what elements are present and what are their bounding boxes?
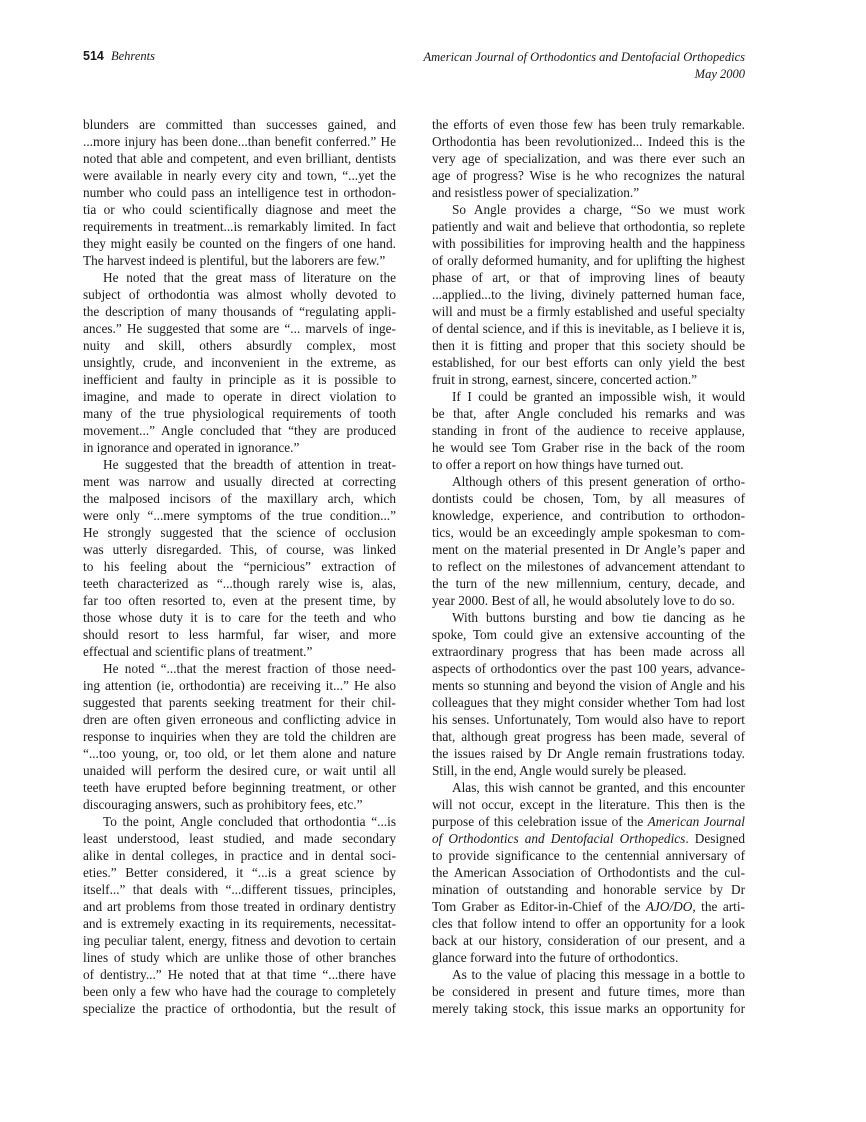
text-line: be that, after Angle concluded his remarks and was <box>432 406 745 421</box>
text-line: and is extremely exacting in its requirements, necessitat- <box>83 916 396 931</box>
italic-title: of Orthodontics and Dentofacial Orthopedics <box>432 831 686 846</box>
running-head-author: Behrents <box>110 49 155 63</box>
journal-title: American Journal of Orthodontics and Dentofacial Orthopedics <box>423 50 745 64</box>
text-line: itself...” that deals with “...different tissues, principles, <box>83 882 396 897</box>
text-line: Although others of this present generation of ortho- <box>452 474 745 489</box>
page-header-left <box>83 49 155 64</box>
text-line: specialize the practice of orthodontia, but the result of <box>83 1001 396 1016</box>
text-line <box>432 830 745 847</box>
text-line: Orthodontia has been revolutionized... Indeed this is the <box>432 134 745 149</box>
text-line: imagine, and made to operate in direct violation to <box>83 389 396 404</box>
text-line: cles that follow intend to offer an opportunity for a look <box>432 916 745 931</box>
text-line: teeth characterized as “...though rarely wise is, alas, <box>83 576 396 591</box>
text-line: of dental science, and if this is inevitable, as I believe it is, <box>432 321 745 336</box>
text-line: merely taking stock, this issue marks an opportunity for <box>432 1001 745 1016</box>
text-line: So Angle provides a charge, “So we must work <box>452 202 745 217</box>
text-line: to offer a report on how things have turned out. <box>432 457 684 472</box>
text-line: To the point, Angle concluded that orthodontia “...is <box>103 814 396 829</box>
text-line: subject of orthodontia was almost wholly devoted to <box>83 287 396 302</box>
text-line: of orally deformed humanity, and for uplifting the highest <box>432 253 745 268</box>
text-line: the efforts of even those few has been truly remarkable. <box>432 117 745 132</box>
text-line: movement...” Angle concluded that “they are produced <box>83 423 396 438</box>
text-line: discouraging answers, such as prohibitory fees, etc.” <box>83 797 363 812</box>
paragraph <box>83 813 396 1017</box>
text-line: be considered in present and future times, more than <box>432 984 745 999</box>
text-line: the turn of the new millennium, century, decade, and <box>432 576 745 591</box>
issue-date: May 2000 <box>694 67 745 81</box>
text-line: standing in front of the audience to receive applause, <box>432 423 745 438</box>
text-line: with possibilities for improving health and the happiness <box>432 236 745 251</box>
text-line: phase of art, or that of improving lines of beauty <box>432 270 745 285</box>
text-line: noted that able and competent, and even brilliant, dentists <box>83 151 396 166</box>
text-line: extraordinary progress that has been made across all <box>432 644 745 659</box>
text-line: spoke, Tom could give an extensive accounting of the <box>432 627 745 642</box>
text-line: the malposed incisors of the maxillary arch, which <box>83 491 396 506</box>
text-line: many of the true physiological requirements of tooth <box>83 406 396 421</box>
text-line: lines of study which are unlike those of other branches <box>83 950 396 965</box>
text-line: the American Association of Orthodontists and the cul- <box>432 865 745 880</box>
paragraph <box>432 201 745 388</box>
text-line: He suggested that the breadth of attention in treat- <box>103 457 396 472</box>
text-line: ment on the material presented in Dr Angle’s paper and <box>432 542 745 557</box>
text-line: the issues raised by Dr Angle remain frustrations today. <box>432 746 745 761</box>
text-line: requirements in treatment...is remarkably limited. In fact <box>83 219 396 234</box>
text-line: The harvest indeed is plentiful, but the laborers are few.” <box>83 253 386 268</box>
text-line: dren are often given erroneous and conflicting advice in <box>83 712 396 727</box>
page-header-right <box>424 49 746 83</box>
paragraph <box>432 473 745 609</box>
text-line: He strongly suggested that the science of occlusion <box>83 525 396 540</box>
text-line: and art problems from those treated in ordinary dentistry <box>83 899 396 914</box>
text-line: the description of many thousands of “regulating appli- <box>83 304 396 319</box>
text-line: very age of specialization, and was there ever such an <box>432 151 745 166</box>
text-segment: purpose of this celebration issue of the <box>432 814 648 829</box>
text-line: “...too young, or, too old, or let them alone and nature <box>83 746 396 761</box>
text-line: inefficient and faulty in principle as it is possible to <box>83 372 396 387</box>
text-line: far too often resorted to, even at the present time, by <box>83 593 396 608</box>
italic-title: AJO/DO <box>645 899 693 914</box>
text-segment: Tom Graber as Editor-in-Chief of the <box>432 899 646 914</box>
text-line: and resistless power of specialization.” <box>432 185 640 200</box>
text-line: If I could be granted an impossible wish, it would <box>452 389 745 404</box>
paragraph <box>83 660 396 813</box>
text-line: his senses. Unfortunately, Tom would also have to report <box>432 712 745 727</box>
text-line: in ignorance and operated in ignorance.” <box>83 440 300 455</box>
text-line <box>432 898 745 915</box>
text-line: were available in nearly every city and town, “...yet the <box>83 168 396 183</box>
text-line: they might easily be counted on the fingers of one hand. <box>83 236 396 251</box>
italic-title: American Journal <box>647 814 745 829</box>
text-line: ances.” He suggested that some are “... marvels of inge- <box>83 321 396 336</box>
text-line: was utterly disregarded. This, of course, was linked <box>83 542 396 557</box>
text-line: blunders are committed than successes gained, and <box>83 117 396 132</box>
text-line: been only a few who have had the courage to completely <box>83 984 396 999</box>
text-line: were only “...mere symptoms of the true condition...” <box>83 508 396 523</box>
text-line: alike in dental colleges, in practice and in dental soci- <box>83 848 396 863</box>
text-line: mination of outstanding and honorable service by Dr <box>432 882 745 897</box>
text-line: number who could pass an intelligence test in orthodon- <box>83 185 396 200</box>
text-line: least understood, least studied, and made secondary <box>83 831 396 846</box>
text-line: ments so stunning and beyond the vision of Angle and his <box>432 678 745 693</box>
text-line: Alas, this wish cannot be granted, and this encounter <box>452 780 745 795</box>
text-line: of dentistry...” He noted that at that time “...there have <box>83 967 396 982</box>
text-line: He noted that the great mass of literature on the <box>103 270 396 285</box>
paragraph <box>83 456 396 660</box>
text-line: suggested that parents seeking treatment for their chil- <box>83 695 396 710</box>
text-line: will not occur, except in the literature. This then is the <box>432 797 745 812</box>
paragraph <box>432 116 745 201</box>
text-line: to provide significance to the centennial anniversary of <box>432 848 745 863</box>
text-line: age of progress? Wise is he who recognizes the natural <box>432 168 745 183</box>
text-line: teeth have erupted before beginning treatment, or other <box>83 780 396 795</box>
paragraph <box>83 269 396 456</box>
text-line: He noted “...that the merest fraction of those need- <box>103 661 396 676</box>
text-line: he would see Tom Graber rise in the back of the room <box>432 440 745 455</box>
text-line: those whose duty it is to care for the teeth and who <box>83 610 396 625</box>
text-line <box>432 813 745 830</box>
right-column <box>432 116 745 1017</box>
paragraph <box>432 779 745 966</box>
text-line: unsightly, crude, and inconvenient in the extreme, as <box>83 355 396 370</box>
page-number: 514 <box>83 49 104 63</box>
text-line: With buttons bursting and bow tie dancing as he <box>452 610 745 625</box>
paragraph <box>432 388 745 473</box>
text-line: nuity and skill, others absurdly complex, most <box>83 338 396 353</box>
text-line: ...applied...to the living, divinely patterned human face, <box>432 287 745 302</box>
text-line: should resort to less harmful, far wiser, and more <box>83 627 396 642</box>
text-line: ment was narrow and usually directed at correcting <box>83 474 396 489</box>
paragraph <box>432 609 745 779</box>
text-line: fruit in strong, earnest, sincere, concerted action.” <box>432 372 698 387</box>
text-line: effectual and scientific plans of treatment.” <box>83 644 313 659</box>
text-line: unaided will perform the desired cure, or wait until all <box>83 763 396 778</box>
text-line: back at our history, consideration of our present, and a <box>432 933 745 948</box>
text-line: that, although great progress has been made, several of <box>432 729 745 744</box>
text-segment: . Designed <box>685 831 745 846</box>
text-line: response to inquiries when they are told the children are <box>83 729 396 744</box>
text-segment: , the arti- <box>692 899 745 914</box>
text-line: ...more injury has been done...than benefit conferred.” He <box>83 134 396 149</box>
text-line: established, for our best efforts can only yield the best <box>432 355 745 370</box>
text-line: patiently and wait and believe that orthodontia, so replete <box>432 219 745 234</box>
text-line: tics, would be an exceedingly ample spokesman to com- <box>432 525 745 540</box>
text-line: dontists could be chosen, Tom, by all measures of <box>432 491 745 506</box>
text-line: to his feeling about the “pernicious” extraction of <box>83 559 396 574</box>
text-line: eties.” Better considered, it “...is a great science by <box>83 865 396 880</box>
text-line: As to the value of placing this message in a bottle to <box>452 967 745 982</box>
text-line: colleagues that they might consider whether Tom had lost <box>432 695 745 710</box>
text-line: then it is fitting and proper that this society should be <box>432 338 745 353</box>
left-column <box>83 116 396 1017</box>
text-line: year 2000. Best of all, he would absolutely love to do so. <box>432 593 735 608</box>
text-line: ing attention (ie, orthodontia) are receiving it...” He also <box>83 678 396 693</box>
text-line: will and must be a firmly established and useful specialty <box>432 304 745 319</box>
text-line: knowledge, experience, and contribution to orthodon- <box>432 508 745 523</box>
text-line: ing peculiar talent, energy, fitness and devotion to certain <box>83 933 396 948</box>
text-line: Still, in the end, Angle would surely be pleased. <box>432 763 687 778</box>
text-line: tia or who could scientifically diagnose and meet the <box>83 202 396 217</box>
text-line: glance forward into the future of orthodontics. <box>432 950 679 965</box>
paragraph <box>83 116 396 269</box>
text-line: to reflect on the milestones of advancement attendant to <box>432 559 745 574</box>
text-line: aspects of orthodontics over the past 100 years, advance- <box>432 661 745 676</box>
paragraph <box>432 966 745 1017</box>
